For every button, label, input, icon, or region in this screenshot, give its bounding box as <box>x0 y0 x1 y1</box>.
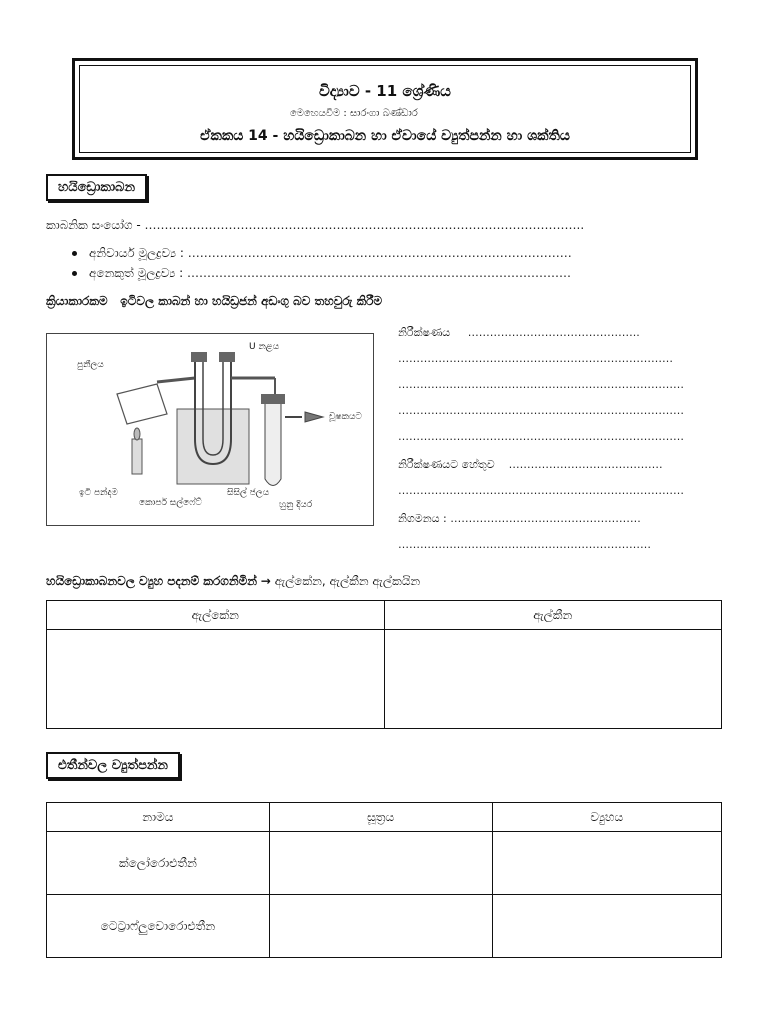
alkane-alkene-table <box>46 600 722 729</box>
experiment-diagram <box>46 333 374 526</box>
bullet-other-elements <box>72 266 571 281</box>
reason-label: නිරීක්ෂණයට හේතුව <box>398 458 495 471</box>
table-header-row <box>47 803 722 832</box>
stopper-right <box>219 352 235 362</box>
header-structure: ව්‍යුහය <box>492 803 722 832</box>
activity-title: ඉටිවල කාබන් හා හයිඩ්‍රජන් අඩංගු බව තහවුරු කිරීම <box>120 294 383 308</box>
observation-label: නිරීක්ෂණය <box>398 326 451 339</box>
reason-first-line <box>398 458 663 472</box>
conclusion-label: නිගමනය : <box>398 512 451 525</box>
essential-elements-label: අනිවාර්ය මූලද්‍රව්‍ය : <box>89 246 188 260</box>
header-inner-border <box>79 65 691 153</box>
activity-label: ක්‍රියාකාරකම <box>46 294 108 308</box>
essential-elements-blank: …………………………………………………………………………………… <box>187 246 572 260</box>
observation-first-line <box>398 326 640 340</box>
arrow-icon: → <box>260 574 271 588</box>
funnel-tube <box>157 378 195 382</box>
conclusion-first-line <box>398 512 641 526</box>
observation-blank: ……………………………………….. <box>467 326 640 339</box>
conclusion-line: …………………………………………………………… <box>398 538 651 551</box>
section-heading-hydrocarbons: හයිඩ්‍රොකාබන <box>46 174 147 201</box>
lime-water-tube <box>265 399 281 486</box>
label-funnel: පුනීලය <box>77 360 104 370</box>
label-ice-water: සිසිල් ජලය <box>227 488 270 498</box>
table-header-row <box>47 601 722 630</box>
table-row <box>47 895 722 958</box>
alkane-answer-cell[interactable] <box>47 630 385 729</box>
candle-body <box>132 439 142 474</box>
header-box <box>72 58 698 160</box>
teacher-name: මෙහෙයවීම : සාරංගා බණ්ඩාර <box>290 108 418 119</box>
other-elements-label: අනෙකුත් මූලද්‍රව්‍ය : <box>89 266 187 280</box>
table-row <box>47 630 722 729</box>
label-candle: ඉටි පන්දම <box>79 488 118 498</box>
stopper-test-tube <box>261 394 285 404</box>
label-lime-water: හුනු දියර <box>279 500 313 510</box>
structure-answer-cell[interactable] <box>492 832 722 895</box>
observation-line: …………………………………………………………………… <box>398 404 684 417</box>
structures-heading <box>46 574 420 589</box>
header-alkane: ඇල්කේන <box>47 601 385 630</box>
formula-answer-cell[interactable] <box>269 832 492 895</box>
conclusion-blank: ……………………………………………. <box>450 512 641 525</box>
ethene-derivatives-table <box>46 802 722 958</box>
observation-line: …………………………………………………………………… <box>398 430 684 443</box>
bullet-dot <box>72 251 77 256</box>
header-alkene: ඇල්කීන <box>384 601 722 630</box>
organic-compounds-label: කාබනික සංයෝග - <box>46 218 145 232</box>
header-name: නාමය <box>47 803 270 832</box>
row-name-chloroethene: ක්ලෝරොඑතීන් <box>47 832 270 895</box>
activity-heading <box>46 294 382 309</box>
worksheet-title: විද්‍යාව - 11 ශ්‍රේණිය <box>319 82 451 100</box>
header-formula: සූත්‍රය <box>269 803 492 832</box>
label-to-pump: චූෂකයට <box>329 412 362 422</box>
organic-compounds-line <box>46 218 584 233</box>
structure-answer-cell[interactable] <box>492 895 722 958</box>
observation-line: ………………………………………………………………… <box>398 352 673 365</box>
table-row <box>47 832 722 895</box>
bullet-essential-elements <box>72 246 572 261</box>
organic-compounds-blank: ……………………………………………………………………………………………….. <box>144 218 585 232</box>
candle-flame <box>134 428 140 440</box>
other-elements-blank: …………………………………………………………………………………… <box>187 266 571 280</box>
funnel-shape <box>117 384 167 424</box>
unit-title: ඒකකය 14 - හයිඩ්‍රොකාබන හා ඒවායේ ව්‍යුත්පන්න හා ශක්තිය <box>200 128 570 144</box>
row-name-tetrafluoroethene: ටෙට්‍රාෆ්ලුවොරොඑතීන <box>47 895 270 958</box>
reason-line: …………………………………………………………………… <box>398 484 684 497</box>
reason-blank: …………………………………… <box>508 458 663 471</box>
alkene-answer-cell[interactable] <box>384 630 722 729</box>
bullet-dot <box>72 271 77 276</box>
structures-heading-text: හයිඩ්‍රොකාබනවල ව්‍යුහ පදනම් කරගනිමින් <box>46 574 257 588</box>
observation-line: …………………………………………………………………… <box>398 378 684 391</box>
pump-arrow <box>305 412 323 422</box>
label-copper-sulfate: කොපර් සල්ෆේට් <box>139 498 202 508</box>
ice-water-beaker <box>177 409 249 484</box>
hydrocarbon-types: ඇල්කේන, ඇල්කීන ඇල්කයින <box>274 574 421 588</box>
formula-answer-cell[interactable] <box>269 895 492 958</box>
section-heading-ethene-derivatives: එතීන්වල ව්‍යුත්පන්න <box>46 752 180 779</box>
label-u-tube: U නළය <box>249 342 280 352</box>
stopper-left <box>191 352 207 362</box>
